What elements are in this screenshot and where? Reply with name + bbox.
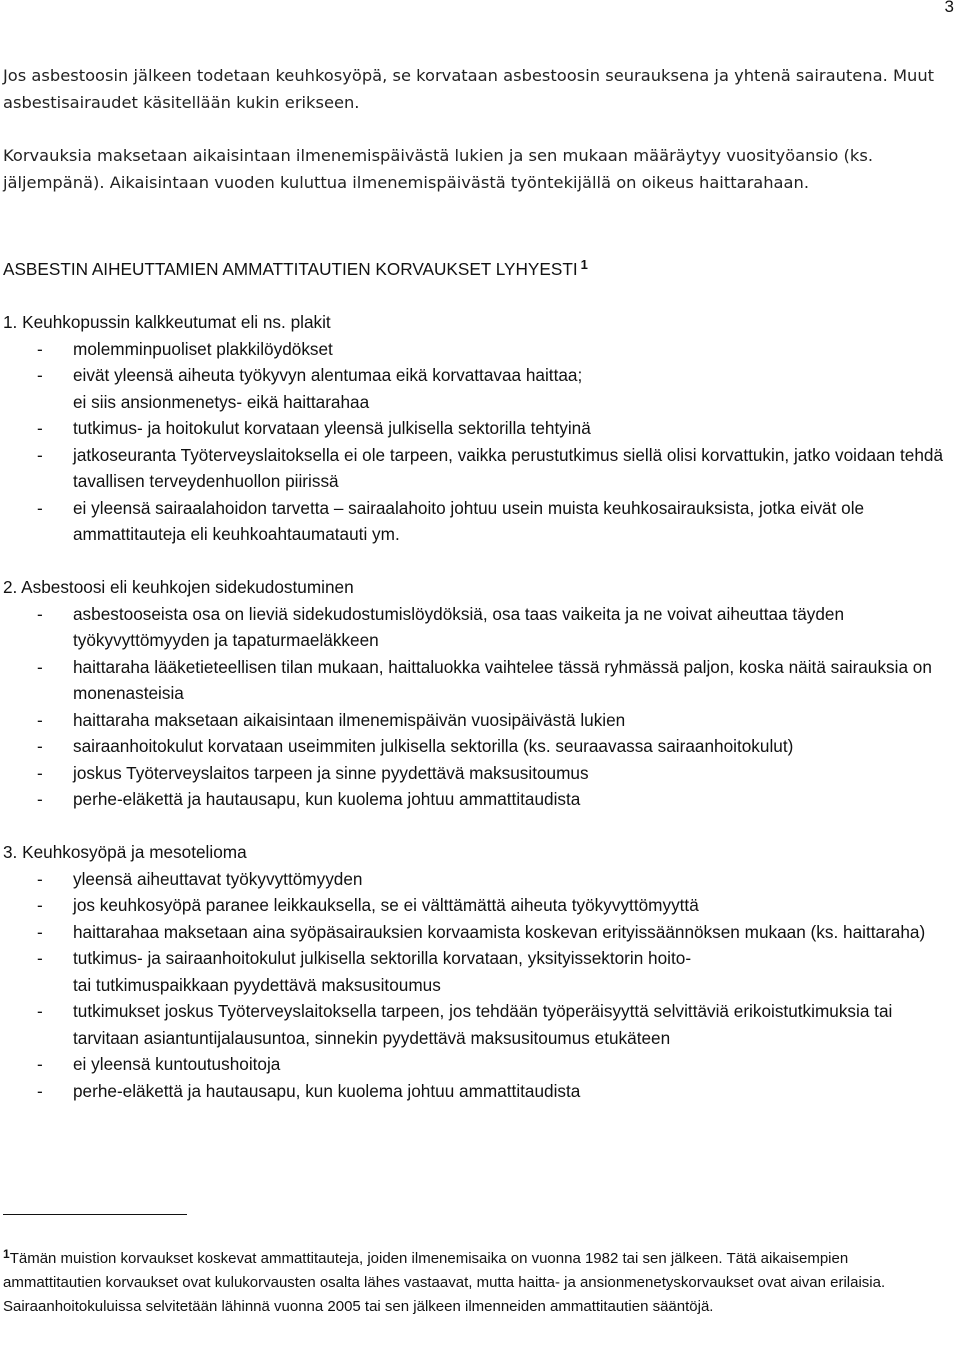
section-title: 3. Keuhkosyöpä ja mesotelioma [3,842,247,862]
list-item [3,945,958,998]
intro-text: Korvauksia maksetaan aikaisintaan ilmenemispäivästä lukien ja sen mukaan määräytyy vuosityöansio (ks. jäljempänä). Aikaisintaan vuoden kuluttua ilmenemispäivästä työntekijällä on oikeus haittarahaan. [3,146,873,192]
list-item: - perhe-eläkettä ja hautausapu, kun kuolema johtuu ammattitaudista [3,1078,958,1105]
footnote [3,1247,948,1319]
list-item: - ei yleensä sairaalahoidon tarvetta – sairaalahoito johtuu usein muista keuhkosairauksista, jotka eivät ole ammattitauteja eli keuhkoahtaumatauti ym. [3,495,958,548]
footnote-text: Tämän muistion korvaukset koskevat ammattitauteja, joiden ilmenemisaika on vuonna 1982 tai sen jälkeen. Tätä aikaisempien ammattitautien korvaukset ovat kulukorvausten osalta lähes vastaavat, mutta haitta- ja ansionmenetyskorvaukset ovat aivan erilaisia. Sairaanhoitokuluissa selvitetään lähinnä vuonna 2005 tai sen jälkeen ilmenneiden ammattitautien sääntöjä. [3,1250,886,1315]
list-item: - ei yleensä kuntoutushoitoja [3,1051,958,1078]
main-content [3,256,958,1131]
section-plakit [3,309,958,548]
list-item: - perhe-eläkettä ja hautausapu, kun kuolema johtuu ammattitaudista [3,786,958,813]
section-asbestoosi [3,574,958,813]
list-item: - molemminpuoliset plakkilöydökset [3,336,958,363]
footnote-reference: 1 [580,257,588,272]
intro-paragraph-1 [3,63,953,116]
list-item: - haittaraha maksetaan aikaisintaan ilmenemispäivän vuosipäivästä lukien [3,707,958,734]
footnote-separator [3,1214,187,1215]
list-item: - haittaraha lääketieteellisen tilan mukaan, haittaluokka vaihtelee tässä ryhmässä paljon, koska näitä sairauksia on monenasteisia [3,654,958,707]
list-item: - asbestooseista osa on lieviä sidekudostumislöydöksiä, osa taas vaikeita ja ne voivat aiheuttaa täyden työkyvyttömyyden ja tapaturmaeläkkeen [3,601,958,654]
list-item-text: eivät yleensä aiheuta työkyvyn alentumaa eikä korvattavaa haittaa; ei siis ansionmenetys- eikä haittarahaa [73,365,583,412]
list-item: - joskus Työterveyslaitos tarpeen ja sinne pyydettävä maksusitoumus [3,760,958,787]
list-item-text: tutkimus- ja sairaanhoitokulut julkisella sektorilla korvataan, yksityissektorin hoito- tai tutkimuspaikkaan pyydettävä maksusitoumus [73,948,692,995]
section-keuhkosyopa [3,839,958,1104]
page-number: 3 [944,0,954,16]
list-item: - haittarahaa maksetaan aina syöpäsairauksien korvaamista koskevan erityissäännöksen mukaan (ks. haittaraha) [3,919,958,946]
footnote-mark: 1 [3,1247,10,1261]
list-item: - yleensä aiheuttavat työkyvyttömyyden [3,866,958,893]
list-item [3,362,958,415]
list-item: - tutkimukset joskus Työterveyslaitoksella tarpeen, jos tehdään työperäisyyttä selvittäviä erikoistutkimuksia tai tarvitaan asiantuntijalausuntoa, sinnekin pyydettävä maksusitoumus etukäteen [3,998,958,1051]
bullet-list [3,866,958,1105]
intro-text: Jos asbestoosin jälkeen todetaan keuhkosyöpä, se korvataan asbestoosin seurauksena ja yhtenä sairautena. Muut asbestisairaudet käsitellään kukin erikseen. [3,66,935,112]
footnote-paragraph [3,1247,948,1319]
bullet-list [3,601,958,813]
heading-text: ASBESTIN AIHEUTTAMIEN AMMATTITAUTIEN KORVAUKSET LYHYESTI [3,259,578,279]
section-title: 1. Keuhkopussin kalkkeutumat eli ns. plakit [3,312,331,332]
bullet-list [3,336,958,548]
list-item: - jatkoseuranta Työterveyslaitoksella ei ole tarpeen, vaikka perustutkimus siellä olisi korvattukin, jatko voidaan tehdä tavallisen terveydenhuollon piirissä [3,442,958,495]
section-title: 2. Asbestoosi eli keuhkojen sidekudostuminen [3,577,354,597]
section-heading [3,256,958,283]
list-item: - tutkimus- ja hoitokulut korvataan yleensä julkisella sektorilla tehtyinä [3,415,958,442]
intro-paragraph-2 [3,143,953,196]
list-item: - jos keuhkosyöpä paranee leikkauksella, se ei välttämättä aiheuta työkyvyttömyyttä [3,892,958,919]
list-item: - sairaanhoitokulut korvataan useimmiten julkisella sektorilla (ks. seuraavassa sairaanhoitokulut) [3,733,958,760]
